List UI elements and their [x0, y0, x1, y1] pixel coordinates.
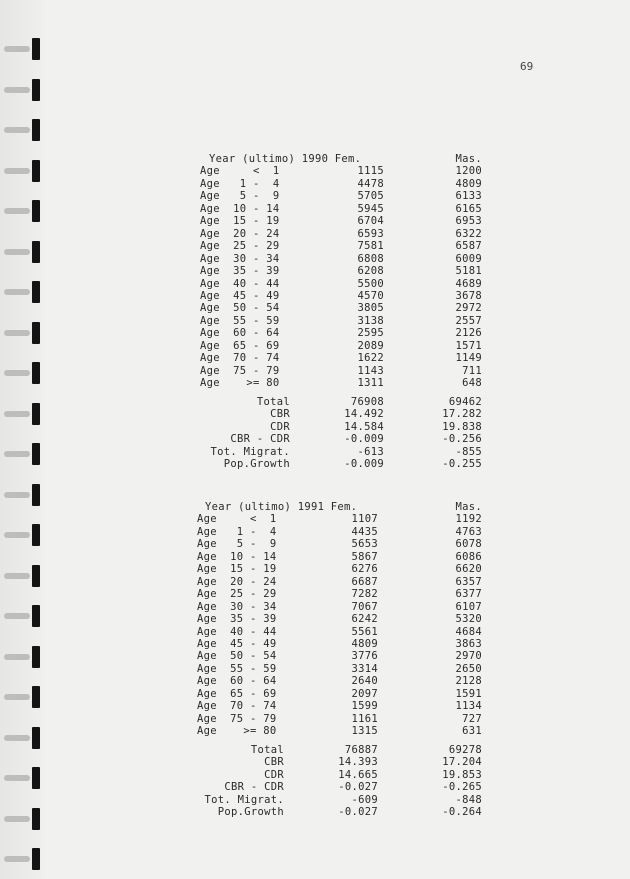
binding-ring [4, 605, 38, 627]
mas-value: 3863 [455, 637, 482, 650]
summary-label: Total [250, 744, 284, 756]
mas-value: 6953 [455, 215, 482, 228]
summary-label: Pop.Growth [223, 458, 290, 471]
binding-ring [4, 646, 38, 668]
age-group-label: Age 60 - 64 [197, 675, 277, 688]
summary-label: CBR - CDR [230, 433, 290, 446]
mas-value: 2126 [455, 327, 482, 340]
mas-value: 3678 [455, 289, 482, 302]
spiral-binding [0, 0, 44, 879]
fem-value: 5561 [351, 625, 378, 638]
mas-value: 4684 [455, 625, 482, 638]
fem-value: 1115 [357, 165, 384, 178]
fem-value: 5867 [351, 550, 378, 563]
fem-value: 7282 [351, 588, 378, 601]
fem-value: -613 [357, 445, 384, 458]
age-group-label: Age 55 - 59 [197, 662, 277, 675]
age-group-label: Age 15 - 19 [197, 563, 277, 576]
binding-ring [4, 524, 38, 546]
mas-value: 1134 [455, 700, 482, 713]
summary-label: Tot. Migrat. [204, 793, 284, 806]
age-group-label: Age 75 - 79 [200, 364, 280, 377]
page-number: 69 [520, 60, 534, 73]
mas-value: 6086 [455, 550, 482, 563]
age-group-label: Age 65 - 69 [197, 687, 277, 700]
fem-value: 76908 [350, 396, 384, 408]
summary-label: Pop.Growth [217, 806, 284, 819]
fem-value: 2097 [351, 687, 378, 700]
binding-ring [4, 403, 38, 425]
age-group-label: Age 20 - 24 [200, 227, 280, 240]
binding-ring [4, 565, 38, 587]
mas-value: 6377 [455, 588, 482, 601]
mas-value: -0.255 [442, 458, 482, 471]
mas-value: 17.282 [442, 408, 482, 421]
fem-value: 5705 [357, 190, 384, 203]
fem-value: 1311 [357, 377, 384, 390]
summary-label: CDR [264, 768, 284, 781]
table-header-mas: Mas. [455, 153, 482, 165]
summary-label: Tot. Migrat. [210, 445, 290, 458]
mas-value: 1591 [455, 687, 482, 700]
table-header-mas: Mas. [455, 501, 482, 513]
mas-value: -0.256 [442, 433, 482, 446]
fem-value: 14.393 [338, 756, 378, 769]
binding-ring [4, 808, 38, 830]
age-group-label: Age 10 - 14 [200, 202, 280, 215]
binding-ring [4, 200, 38, 222]
age-group-label: Age 45 - 49 [197, 637, 277, 650]
fem-value: 7581 [357, 240, 384, 253]
mas-value: 6357 [455, 575, 482, 588]
binding-ring [4, 160, 38, 182]
mas-value: 6165 [455, 202, 482, 215]
mas-value: 4809 [455, 177, 482, 190]
fem-value: 5500 [357, 277, 384, 290]
fem-value: 2089 [357, 339, 384, 352]
mas-value: 6009 [455, 252, 482, 265]
age-group-label: Age >= 80 [200, 377, 280, 390]
age-group-label: Age 50 - 54 [197, 650, 277, 663]
fem-value: 6687 [351, 575, 378, 588]
age-group-label: Age 15 - 19 [200, 215, 280, 228]
mas-value: 1571 [455, 339, 482, 352]
mas-value: 5181 [455, 265, 482, 278]
mas-value: 1200 [455, 165, 482, 178]
summary-label: Total [256, 396, 290, 408]
mas-value: 17.204 [442, 756, 482, 769]
age-group-label: Age 70 - 74 [200, 352, 280, 365]
summary-label: CBR [270, 408, 290, 421]
age-group-label: Age 65 - 69 [200, 339, 280, 352]
fem-value: -0.009 [344, 458, 384, 471]
fem-value: 4478 [357, 177, 384, 190]
mas-value: -848 [455, 793, 482, 806]
age-group-label: Age 20 - 24 [197, 575, 277, 588]
fem-value: -0.027 [338, 806, 378, 819]
fem-value: 76887 [344, 744, 378, 756]
mas-value: 6078 [455, 538, 482, 551]
age-group-label: Age 75 - 79 [197, 712, 277, 725]
binding-ring [4, 119, 38, 141]
mas-value: 6587 [455, 240, 482, 253]
fem-value: 1161 [351, 712, 378, 725]
age-group-label: Age 40 - 44 [197, 625, 277, 638]
age-group-label: Age >= 80 [197, 725, 277, 738]
age-group-label: Age < 1 [197, 513, 277, 526]
mas-value: 2128 [455, 675, 482, 688]
fem-value: 4435 [351, 525, 378, 538]
age-group-label: Age 25 - 29 [200, 240, 280, 253]
mas-value: 6107 [455, 600, 482, 613]
age-group-label: Age 40 - 44 [200, 277, 280, 290]
summary-label: CBR [264, 756, 284, 769]
mas-value: 4689 [455, 277, 482, 290]
fem-value: 6593 [357, 227, 384, 240]
binding-ring [4, 38, 38, 60]
mas-value: 69462 [448, 396, 482, 408]
age-group-label: Age 30 - 34 [197, 600, 277, 613]
age-group-label: Age < 1 [200, 165, 280, 178]
mas-value: 2557 [455, 314, 482, 327]
mas-value: -0.265 [442, 781, 482, 794]
mas-value: 1192 [455, 513, 482, 526]
mas-value: 19.838 [442, 420, 482, 433]
mas-value: 648 [462, 377, 482, 390]
fem-value: 1143 [357, 364, 384, 377]
fem-value: -609 [351, 793, 378, 806]
fem-value: 2595 [357, 327, 384, 340]
fem-value: 4809 [351, 637, 378, 650]
binding-ring [4, 443, 38, 465]
mas-value: 4763 [455, 525, 482, 538]
fem-value: 2640 [351, 675, 378, 688]
mas-value: 5320 [455, 613, 482, 626]
fem-value: 1599 [351, 700, 378, 713]
mas-value: 631 [462, 725, 482, 738]
fem-value: 6242 [351, 613, 378, 626]
fem-value: 1107 [351, 513, 378, 526]
fem-value: -0.027 [338, 781, 378, 794]
fem-value: 3776 [351, 650, 378, 663]
age-group-label: Age 25 - 29 [197, 588, 277, 601]
fem-value: 6276 [351, 563, 378, 576]
mas-value: 711 [462, 364, 482, 377]
summary-label: CBR - CDR [224, 781, 284, 794]
fem-value: 6704 [357, 215, 384, 228]
fem-value: -0.009 [344, 433, 384, 446]
age-group-label: Age 35 - 39 [197, 613, 277, 626]
age-group-label: Age 5 - 9 [200, 190, 280, 203]
age-group-label: Age 70 - 74 [197, 700, 277, 713]
table-header-title: Year (ultimo) 1990 Fem. [209, 153, 362, 165]
mas-value: 2970 [455, 650, 482, 663]
fem-value: 6808 [357, 252, 384, 265]
fem-value: 3314 [351, 662, 378, 675]
mas-value: 1149 [455, 352, 482, 365]
mas-value: 19.853 [442, 768, 482, 781]
binding-ring [4, 767, 38, 789]
fem-value: 6208 [357, 265, 384, 278]
mas-value: 2972 [455, 302, 482, 315]
table-header-title: Year (ultimo) 1991 Fem. [205, 501, 358, 513]
age-group-label: Age 55 - 59 [200, 314, 280, 327]
fem-value: 5945 [357, 202, 384, 215]
fem-value: 3805 [357, 302, 384, 315]
fem-value: 1622 [357, 352, 384, 365]
fem-value: 14.584 [344, 420, 384, 433]
binding-ring [4, 241, 38, 263]
fem-value: 5653 [351, 538, 378, 551]
fem-value: 14.492 [344, 408, 384, 421]
summary-label: CDR [270, 420, 290, 433]
binding-ring [4, 484, 38, 506]
fem-value: 1315 [351, 725, 378, 738]
age-group-label: Age 35 - 39 [200, 265, 280, 278]
mas-value: 6133 [455, 190, 482, 203]
binding-ring [4, 79, 38, 101]
binding-ring [4, 727, 38, 749]
fem-value: 7067 [351, 600, 378, 613]
binding-ring [4, 848, 38, 870]
binding-ring [4, 281, 38, 303]
binding-ring [4, 362, 38, 384]
age-group-label: Age 45 - 49 [200, 289, 280, 302]
binding-ring [4, 322, 38, 344]
fem-value: 3138 [357, 314, 384, 327]
mas-value: 2650 [455, 662, 482, 675]
mas-value: 6620 [455, 563, 482, 576]
mas-value: 727 [462, 712, 482, 725]
mas-value: 6322 [455, 227, 482, 240]
fem-value: 14.665 [338, 768, 378, 781]
age-group-label: Age 1 - 4 [200, 177, 280, 190]
mas-value: 69278 [448, 744, 482, 756]
age-group-label: Age 30 - 34 [200, 252, 280, 265]
mas-value: -855 [455, 445, 482, 458]
age-group-label: Age 60 - 64 [200, 327, 280, 340]
binding-ring [4, 686, 38, 708]
fem-value: 4570 [357, 289, 384, 302]
age-group-label: Age 1 - 4 [197, 525, 277, 538]
mas-value: -0.264 [442, 806, 482, 819]
age-group-label: Age 5 - 9 [197, 538, 277, 551]
age-group-label: Age 10 - 14 [197, 550, 277, 563]
age-group-label: Age 50 - 54 [200, 302, 280, 315]
